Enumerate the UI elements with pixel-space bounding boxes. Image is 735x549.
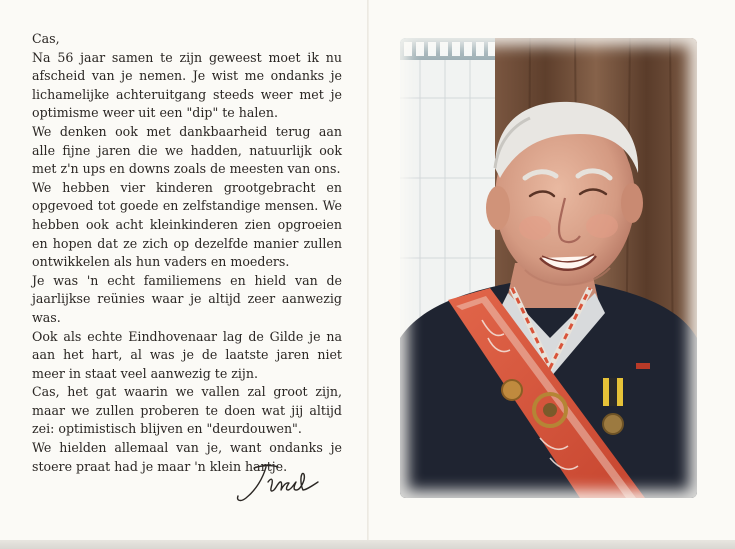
paragraph-3: We hebben vier kinderen grootgebracht en opgevoed tot goede en zelfstandige mensen. We hebben ook acht kleinkinderen zien opgroeien en hopen dat ze zich op dezelfde manier zullen ontwikkelen als hun vaders en moeders. bbox=[32, 179, 342, 270]
paragraph-5: Ook als echte Eindhovenaar lag de Gilde je na aan het hart, al was je de laatste jaren niet meer in staat veel aanwezig te zijn. bbox=[32, 328, 342, 381]
paragraph-2: We denken ook met dankbaarheid terug aan alle fijne jaren die we hadden, natuurlijk ook met z'n ups en downs zoals de meesten van ons. bbox=[32, 123, 342, 177]
card-fold bbox=[367, 0, 369, 549]
paragraph-4: Je was 'n echt familiemens en hield van de jaarlijkse reünies waar je altijd zeer aanwezig was. bbox=[32, 272, 342, 325]
paragraph-1: Na 56 jaar samen te zijn geweest moet ik nu afscheid van je nemen. Je wist me ondanks je lichamelijke achteruitgang steeds weer met je optimisme weer uit een "dip" te halen. bbox=[32, 49, 342, 121]
paragraph-7: We hielden allemaal van je, want ondanks je stoere praat had je maar 'n klein hartje. bbox=[32, 440, 342, 474]
memorial-text bbox=[32, 30, 342, 476]
portrait-photo bbox=[400, 38, 697, 498]
salutation: Cas, bbox=[32, 31, 60, 46]
portrait-illustration bbox=[400, 38, 697, 498]
signature bbox=[232, 460, 327, 506]
paragraph-6: Cas, het gat waarin we vallen zal groot zijn, maar we zullen proberen te doen wat jij altijd zei: optimistisch blijven en "deurdouwen". bbox=[32, 384, 342, 437]
scan-edge bbox=[0, 540, 735, 549]
